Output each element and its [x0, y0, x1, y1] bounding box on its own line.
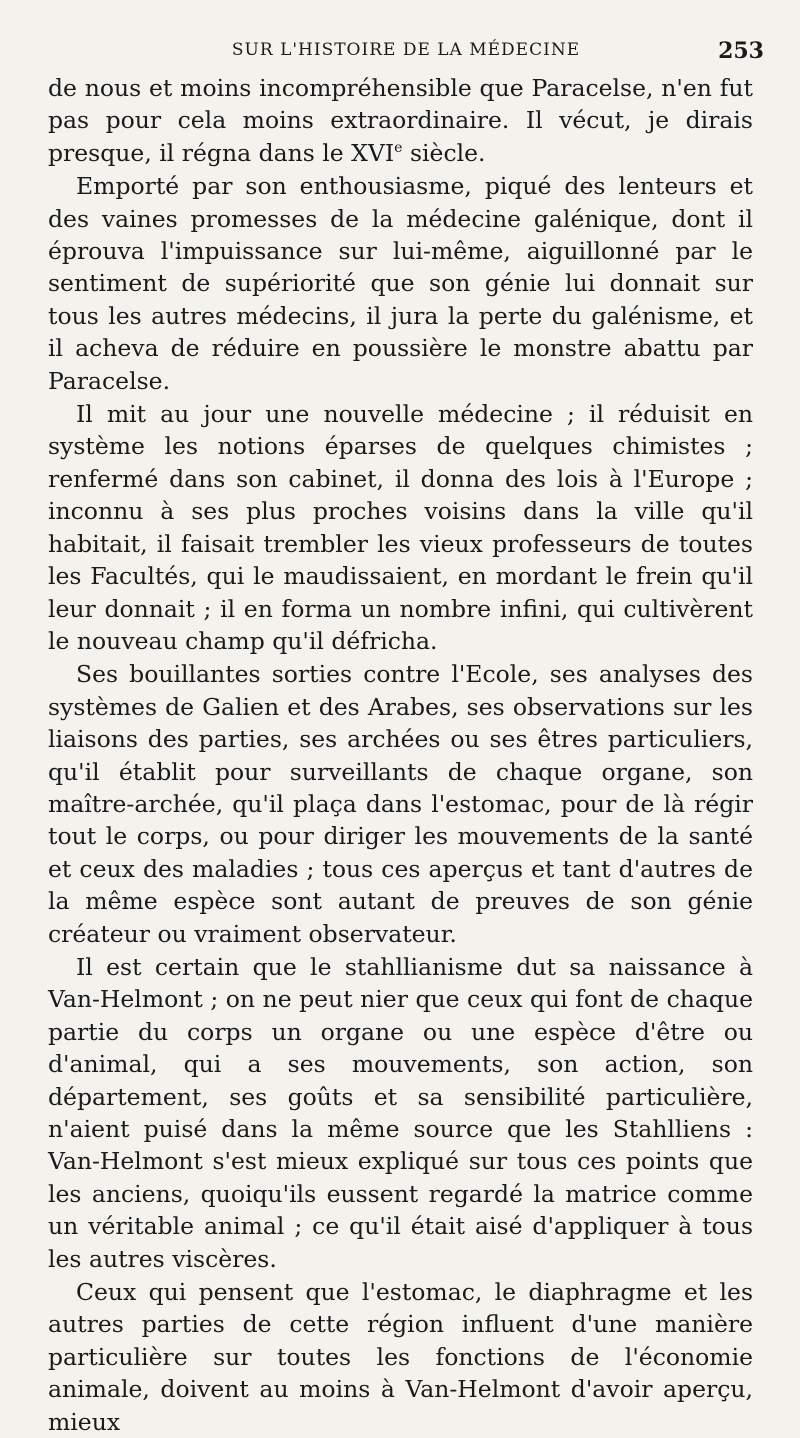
paragraph-4: Ses bouillantes sorties contre l'Ecole, ses analyses des systèmes de Galien et des Arabes, ses observations sur les liaisons des parties, ses archées ou ses êtres particuliers, qu'il établit pour surveillants de chaque organe, son maître-archée, qu'il plaça dans l'estomac, pour de là régir tout le corps, ou pour diriger les mouvements de la santé et ceux des maladies ; tous ces aperçus et tant d'autres de la même espèce sont autant de preuves de son génie créateur ou vraiment observateur. — [48, 660, 753, 948]
superscript: e — [394, 139, 403, 156]
paragraph-5: Il est certain que le stahllianisme dut sa naissance à Van-Helmont ; on ne peut nier que ceux qui font de chaque partie du corps un organe ou une espèce d'être ou d'animal, qui a ses mouvements, son action, son département, ses goûts et sa sensibilité particulière, n'aient puisé dans la même source que les Stahlliens : Van-Helmont s'est mieux expliqué sur tous ces points que les anciens, quoiqu'ils eussent regardé la matrice comme un véritable animal ; ce qu'il était aisé d'appliquer à tous les autres viscères. — [48, 952, 753, 1273]
running-title: SUR L'HISTOIRE DE LA MÉDECINE — [231, 40, 581, 60]
paragraph-1-text: de nous et moins incompréhensible que Paracelse, n'en fut pas pour cela moins extraordinaire. Il vécut, je dirais presque, il régna dans le XVI — [48, 74, 753, 167]
paragraph-2: Emporté par son enthousiasme, piqué des lenteurs et des vaines promesses de la médecine galénique, dont il éprouva l'impuissance sur lui-même, aiguillonné par le sentiment de supériorité que son génie lui donnait sur tous les autres médecins, il jura la perte du galénisme, et il acheva de réduire en poussière le monstre abattu par Paracelse. — [48, 172, 753, 395]
paragraph-1 — [48, 72, 753, 169]
body-text — [48, 72, 753, 1438]
paragraph-1-tail: siècle. — [402, 138, 486, 167]
paragraph-6: Ceux qui pensent que l'estomac, le diaphragme et les autres parties de cette région influent d'une manière particulière sur toutes les fonctions de l'économie animale, doivent au moins à Van-Helmont d'avoir aperçu, mieux — [48, 1278, 753, 1436]
page-number: 253 — [718, 38, 764, 64]
page-header — [48, 38, 764, 66]
paragraph-3: Il mit au jour une nouvelle médecine ; il réduisit en système les notions éparses de quelques chimistes ; renfermé dans son cabinet, il donna des lois à l'Europe ; inconnu à ses plus proches voisins dans la ville qu'il habitait, il faisait trembler les vieux professeurs de toutes les Facultés, qui le maudissaient, en mordant le frein qu'il leur donnait ; il en forma un nombre infini, qui cultivèrent le nouveau champ qu'il défricha. — [48, 400, 753, 655]
